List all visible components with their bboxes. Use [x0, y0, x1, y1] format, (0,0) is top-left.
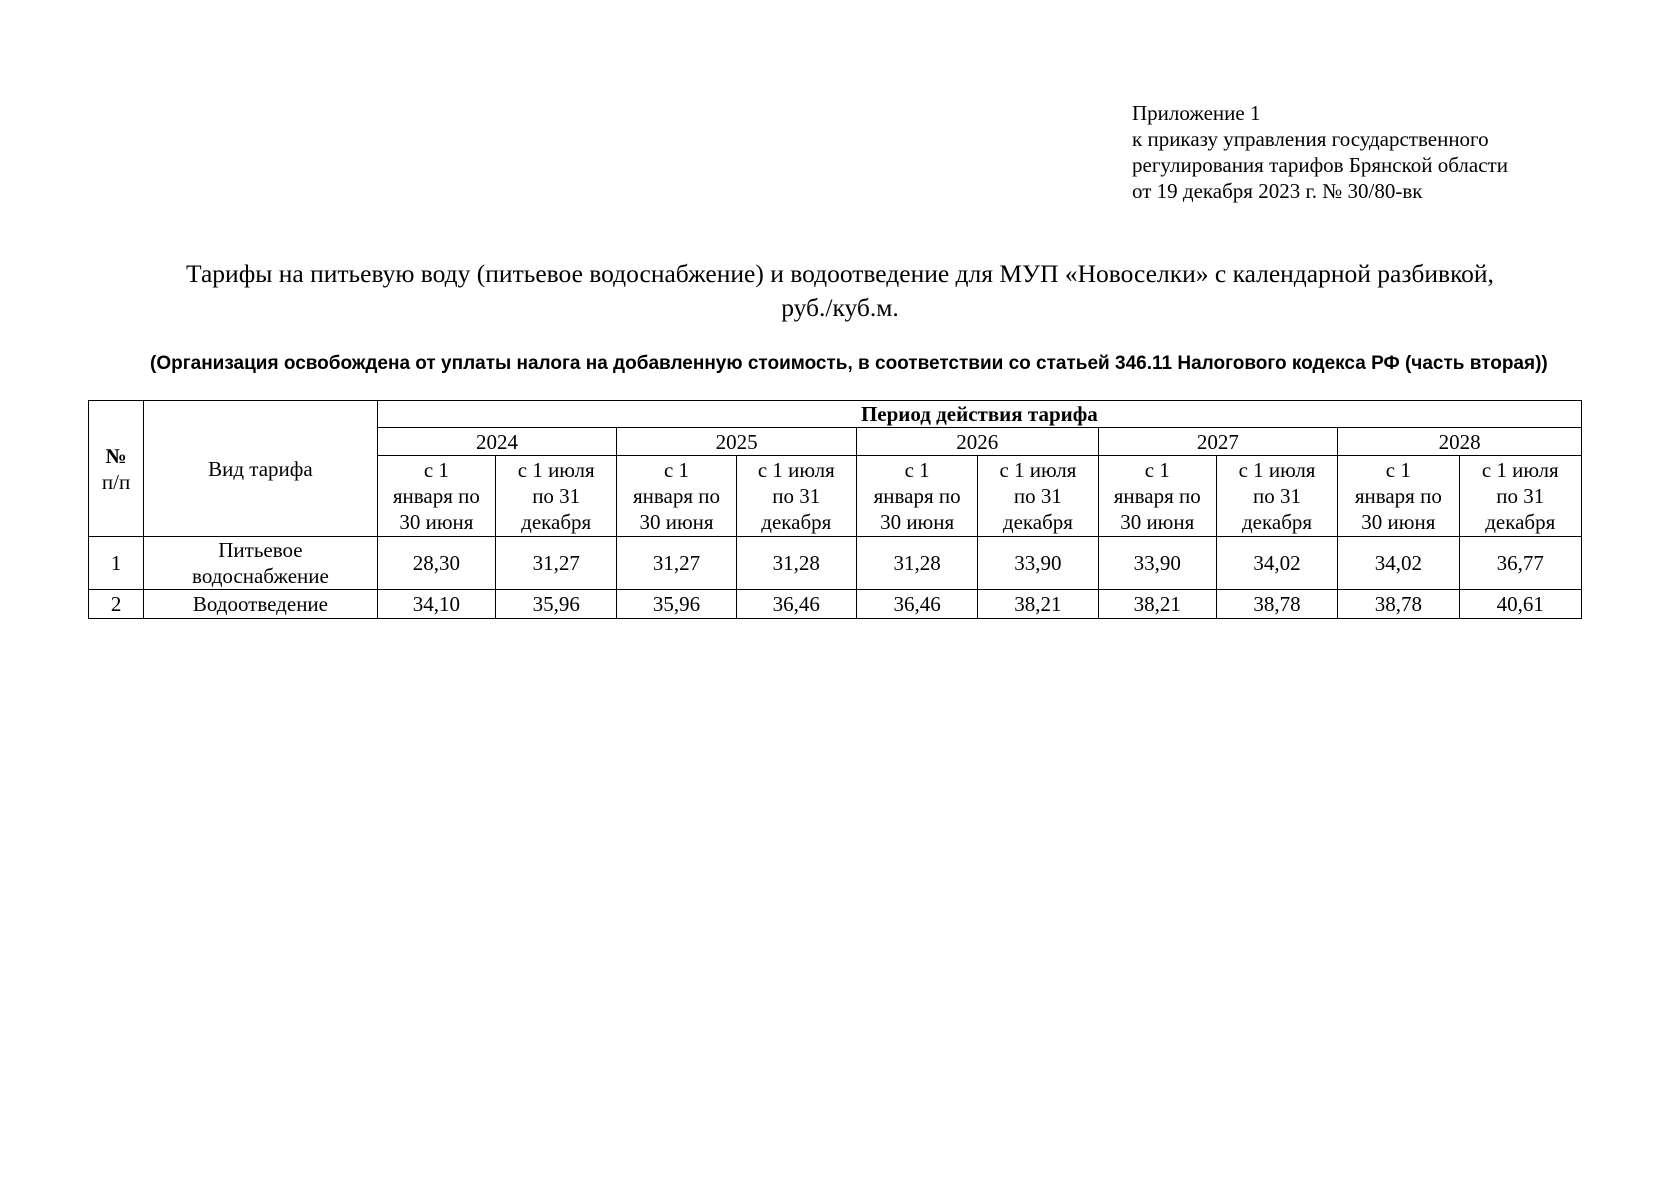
tariff-kind-header: Вид тарифа	[144, 401, 378, 537]
tariff-value: 35,96	[496, 590, 617, 619]
year-header: 2025	[617, 428, 857, 456]
row-number: 2	[89, 590, 144, 619]
appendix-line: регулирования тарифов Брянской области	[1132, 153, 1508, 177]
number-header: № п/п	[89, 401, 144, 537]
appendix-line: Приложение 1	[1132, 101, 1261, 125]
year-header: 2024	[377, 428, 617, 456]
header-row-period	[89, 401, 1582, 428]
tariff-value: 38,78	[1216, 590, 1337, 619]
tariff-value: 36,77	[1459, 537, 1582, 590]
year-header: 2026	[856, 428, 1098, 456]
half-header-first: с 1 января по 30 июня	[377, 456, 495, 537]
half-header-second: с 1 июля по 31 декабря	[1216, 456, 1337, 537]
row-number: 1	[89, 537, 144, 590]
tariff-value: 35,96	[617, 590, 736, 619]
half-header-second: с 1 июля по 31 декабря	[736, 456, 856, 537]
tariff-value: 34,02	[1216, 537, 1337, 590]
row-tariff-kind: Водоотведение	[144, 590, 378, 619]
appendix-block	[1132, 100, 1508, 204]
tariff-value: 38,78	[1338, 590, 1459, 619]
table-row	[89, 590, 1582, 619]
tariff-value: 28,30	[377, 537, 495, 590]
appendix-line: от 19 декабря 2023 г. № 30/80-вк	[1132, 179, 1423, 203]
document-title	[90, 257, 1590, 325]
vat-note: (Организация освобождена от уплаты налога на добавленную стоимость, в соответствии со статьей 346.11 Налогового кодекса РФ (часть вторая))	[150, 353, 1548, 374]
tariff-value: 31,28	[736, 537, 856, 590]
title-line: Тарифы на питьевую воду (питьевое водоснабжение) и водоотведение для МУП «Новоселки» с календарной разбивкой,	[186, 259, 1494, 288]
tariff-value: 31,27	[617, 537, 736, 590]
tariff-value: 31,27	[496, 537, 617, 590]
tariff-value: 34,02	[1338, 537, 1459, 590]
half-header-second: с 1 июля по 31 декабря	[1459, 456, 1582, 537]
tariff-value: 34,10	[377, 590, 495, 619]
tariff-value: 36,46	[856, 590, 977, 619]
period-header: Период действия тарифа	[377, 401, 1581, 428]
tariff-value: 33,90	[1098, 537, 1216, 590]
appendix-line: к приказу управления государственного	[1132, 127, 1489, 151]
tariff-value: 38,21	[978, 590, 1098, 619]
title-line: руб./куб.м.	[781, 293, 899, 322]
tariff-value: 31,28	[856, 537, 977, 590]
half-header-first: с 1 января по 30 июня	[617, 456, 736, 537]
tariff-value: 36,46	[736, 590, 856, 619]
half-header-first: с 1 января по 30 июня	[1338, 456, 1459, 537]
half-header-second: с 1 июля по 31 декабря	[496, 456, 617, 537]
half-header-second: с 1 июля по 31 декабря	[978, 456, 1098, 537]
year-header: 2028	[1338, 428, 1582, 456]
tariff-value: 38,21	[1098, 590, 1216, 619]
tariff-table	[88, 400, 1582, 619]
row-tariff-kind: Питьевое водоснабжение	[144, 537, 378, 590]
tariff-value: 33,90	[978, 537, 1098, 590]
half-header-first: с 1 января по 30 июня	[1098, 456, 1216, 537]
year-header: 2027	[1098, 428, 1338, 456]
table-row	[89, 537, 1582, 590]
half-header-first: с 1 января по 30 июня	[856, 456, 977, 537]
tariff-value: 40,61	[1459, 590, 1582, 619]
